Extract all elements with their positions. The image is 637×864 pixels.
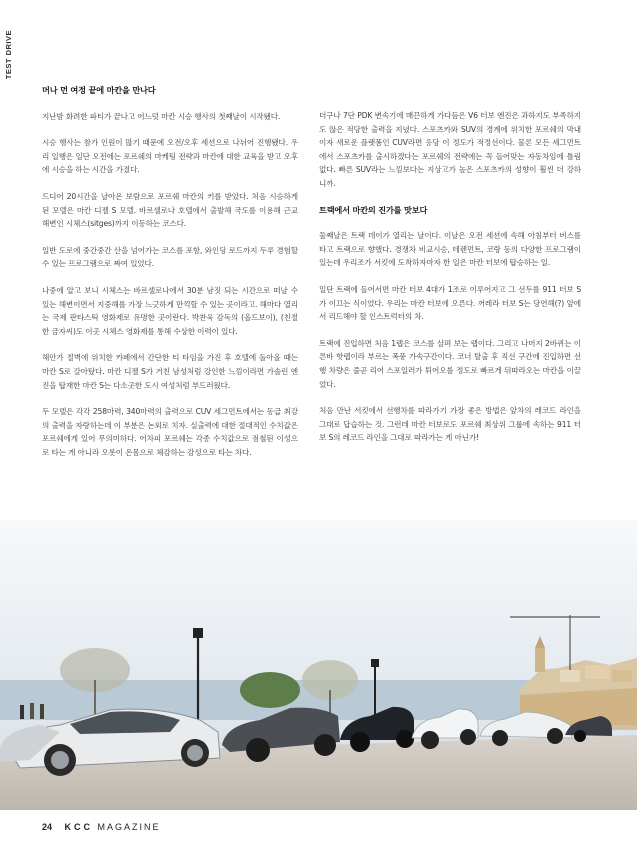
paragraph: 나중에 알고 보니 시체스는 바르셀로나에서 30분 남짓 되는 시간으로 떠날 수 있는 해변이면서 지중해를 가장 느긋하게 만끽할 수 있는 곳이라고. 해마다 열리는 국제 판타스틱 영화제로 유명한 곳이란다. 박찬욱 감독의 (올드보이), (친절한 금자씨)도 이곳 시체스 영화제를 통해 수상한 이력이 있다. — [42, 285, 298, 336]
section-heading-2: 트랙에서 마칸의 진가를 맛보다 — [319, 204, 428, 215]
paragraph: 일반 도로에 중간중간 산을 넘어가는 코스를 포함, 와인딩 로드까지 두루 경험할 수 있는 프로그램으로 짜여 있었다. — [42, 245, 298, 269]
section-label: TEST DRIVE — [4, 30, 13, 80]
paragraph: 더구나 7단 PDK 변속기에 매끈하게 가다듬은 V6 터보 엔진은 과하지도 부족하지도 않은 적당한 출력을 지녔다. 스포츠카와 SUV의 경계에 위치한 포르쉐의 막내이자 새로운 플랫폼인 CUV라면 응당 이 정도가 적정선이다. 물론 모든 세그먼트에서 스포츠카를 출시하겠다는 포르쉐의 전략에는 꼭 들어맞는 자동차임에 틀림없다. 빠른 SUV라는 느낌보다는 지상고가 높은 스포츠카의 성향이 훨씬 더 강하니까. — [319, 111, 581, 188]
paragraph: 시승 행사는 참가 인원이 많기 때문에 오전/오후 세션으로 나뉘어 진행됐다. 우리 일행은 일단 오전에는 포르쉐의 마케팅 전략과 마칸에 대한 교육을 받고 오후에 시승을 하는 시간을 가졌다. — [42, 138, 298, 175]
left-column — [42, 84, 298, 472]
paragraph: 지난밤 화려한 파티가 끝나고 어느덧 마칸 시승 행사의 첫째날이 시작됐다. — [42, 111, 281, 121]
magazine-brand: KCC — [64, 822, 94, 832]
paragraph: 트랙에 진입하면 처음 1랩은 코스를 살펴 보는 랩이다. 그리고 나머지 2바퀴는 이른바 핫랩이라 부르는 폭풍 가속구간이다. 코너 탈출 후 직선 구간에 진입하면 선행 차량은 줄곧 리어 스포일러가 튀어오를 정도로 빠르게 뒤따라오는 마칸을 이끌었다. — [319, 338, 581, 389]
paragraph: 처음 만난 서킷에서 선행차를 따라가기 가장 좋은 방법은 앞차의 레코드 라인을 그대로 답습하는 것. 그런데 마칸 터보로도 포르쉐 최상위 그룹에 속하는 911 터보 S의 레코드 라인을 그대로 따라가는 게 아닌가! — [319, 406, 581, 443]
paragraph: 드디어 20시간을 날아온 보람으로 포르쉐 마칸의 키를 받았다. 처음 시승하게 된 모델은 마칸 디젤 S 모델. 바르셀로나 호텔에서 출발해 국도를 이용해 근교 해변인 시체스(sitges)까지 이동하는 코스다. — [42, 191, 298, 229]
coastal-road-photo — [0, 520, 637, 810]
paragraph: 일단 트랙에 들어서면 마칸 터보 4대가 1조로 이루어지고 그 선두를 911 터보 S가 이끄는 식이었다. 우리는 마칸 터보에 오른다. 꺼레라 터보 S는 당연해(?) 앞에서 리드해야 할 인스트럭터의 차. — [319, 284, 581, 322]
paragraph: 둘째날은 트랙 데이가 열리는 날이다. 이날은 오전 세션에 속해 아침부터 버스를 타고 트랙으로 향했다. 경쟁차 비교시승, 테렌먼트, 코랑 등의 다양한 프로그램이 있는데 우리조가 서킷에 도착하자마자 한 일은 마칸 터보에 탑승하는 일. — [319, 231, 581, 268]
paragraph: 두 모델은 각각 258마력, 340마력의 출력으로 CUV 세그먼트에서는 동급 최강의 출력을 자랑하는데 이 부분은 논외로 치자. 실출력에 대한 절대적인 수치값은 포르쉐에게 있어 무의미하다. 어차피 포르쉐는 각종 수치값으로 점철된 이성으로 타는 게 아니라 오롯이 온몸으로 체감하는 감성으로 타는 차다. — [42, 407, 298, 457]
page-number: 24 — [42, 822, 53, 832]
paragraph: 해안가 절벽에 위치한 카페에서 간단한 티 타임을 가진 후 호텔에 돌아올 때는 마칸 S로 갈아탔다. 마칸 디젤 S가 거친 남성처럼 강인한 느낌이라면 가솔린 엔진을 탑재한 마칸 S는 다소곳한 도시 여성처럼 부드러웠다. — [42, 353, 298, 390]
right-column — [319, 109, 581, 458]
section-heading-1: 머나 먼 여정 끝에 마칸을 만나다 — [42, 85, 156, 95]
pedestrians — [20, 703, 44, 719]
page-footer — [42, 822, 161, 832]
magazine-word: MAGAZINE — [97, 822, 161, 832]
article-photo — [0, 520, 637, 810]
